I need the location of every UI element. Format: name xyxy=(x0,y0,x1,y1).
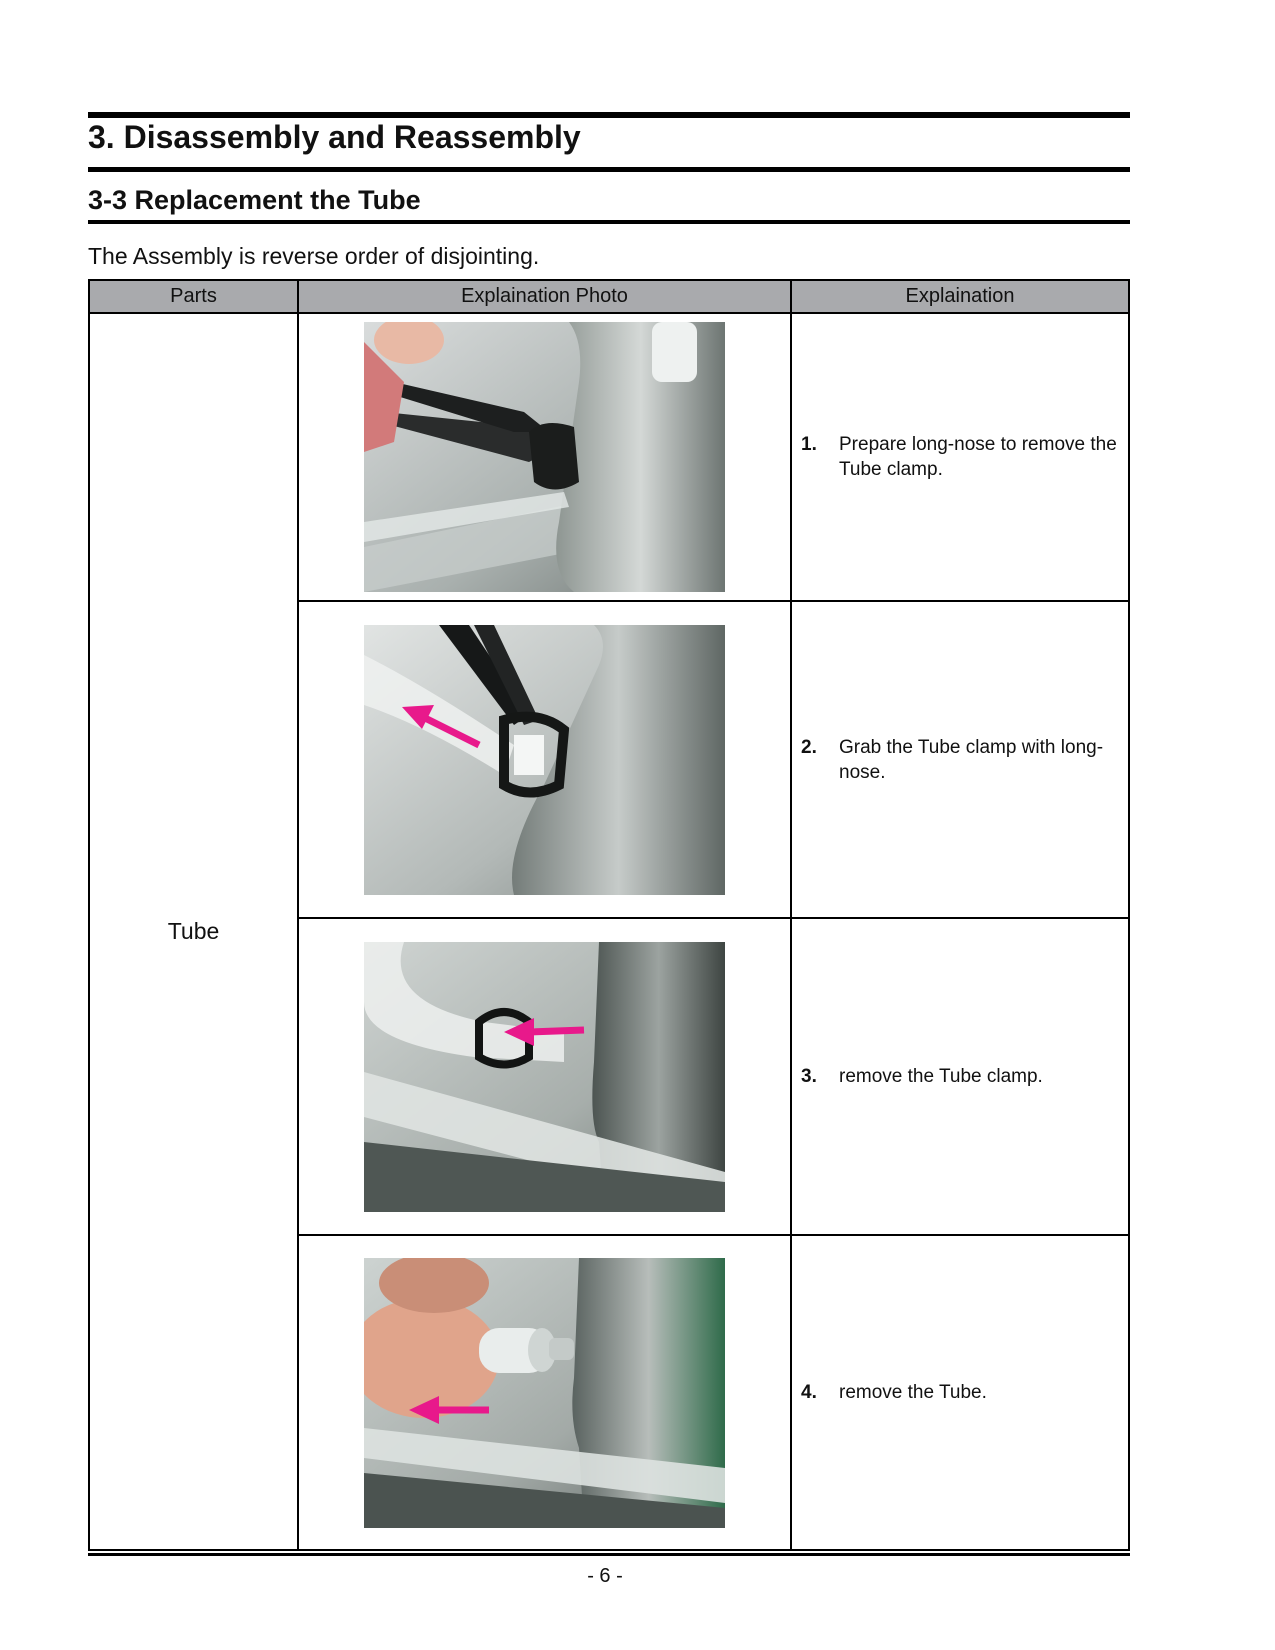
explanation-cell xyxy=(791,601,1129,918)
table-row xyxy=(89,313,1129,601)
table-header-row xyxy=(89,280,1129,313)
footer-rule xyxy=(88,1553,1130,1556)
step-text: remove the Tube. xyxy=(839,1382,987,1403)
intro-text: The Assembly is reverse order of disjointing. xyxy=(88,243,540,269)
photo-cell xyxy=(298,313,791,601)
step-number: 2. xyxy=(801,736,817,758)
page-number: - 6 - xyxy=(587,1565,623,1587)
column-header-parts: Parts xyxy=(89,280,298,313)
photo-cell xyxy=(298,1235,791,1550)
column-header-photo: Explaination Photo xyxy=(298,280,791,313)
photo-step-2 xyxy=(364,625,725,895)
step-text: Prepare long-nose to remove the Tube clamp. xyxy=(839,434,1117,480)
steps-table xyxy=(88,279,1130,1551)
photo-step-1 xyxy=(364,322,725,592)
step-2 xyxy=(792,735,1128,785)
photo-step-4 xyxy=(364,1258,725,1528)
step-text: remove the Tube clamp. xyxy=(839,1066,1043,1087)
explanation-cell xyxy=(791,918,1129,1235)
step-number: 1. xyxy=(801,434,817,455)
section-title: 3-3 Replacement the Tube xyxy=(88,185,421,215)
step-4 xyxy=(792,1380,1128,1405)
step-number: 3. xyxy=(801,1066,817,1087)
photo-cell xyxy=(298,918,791,1235)
part-name-cell: Tube xyxy=(89,313,298,1550)
photo-step-3 xyxy=(364,942,725,1212)
step-number: 4. xyxy=(801,1382,817,1403)
title-bottom-rule xyxy=(88,167,1130,172)
step-text: Grab the Tube clamp with long-nose. xyxy=(839,736,1104,783)
step-3 xyxy=(792,1064,1128,1089)
page-title: 3. Disassembly and Reassembly xyxy=(88,119,581,155)
explanation-cell xyxy=(791,313,1129,601)
column-header-explanation: Explaination xyxy=(791,280,1129,313)
step-1 xyxy=(792,432,1128,482)
section-rule xyxy=(88,220,1130,224)
explanation-cell xyxy=(791,1235,1129,1550)
photo-cell xyxy=(298,601,791,918)
